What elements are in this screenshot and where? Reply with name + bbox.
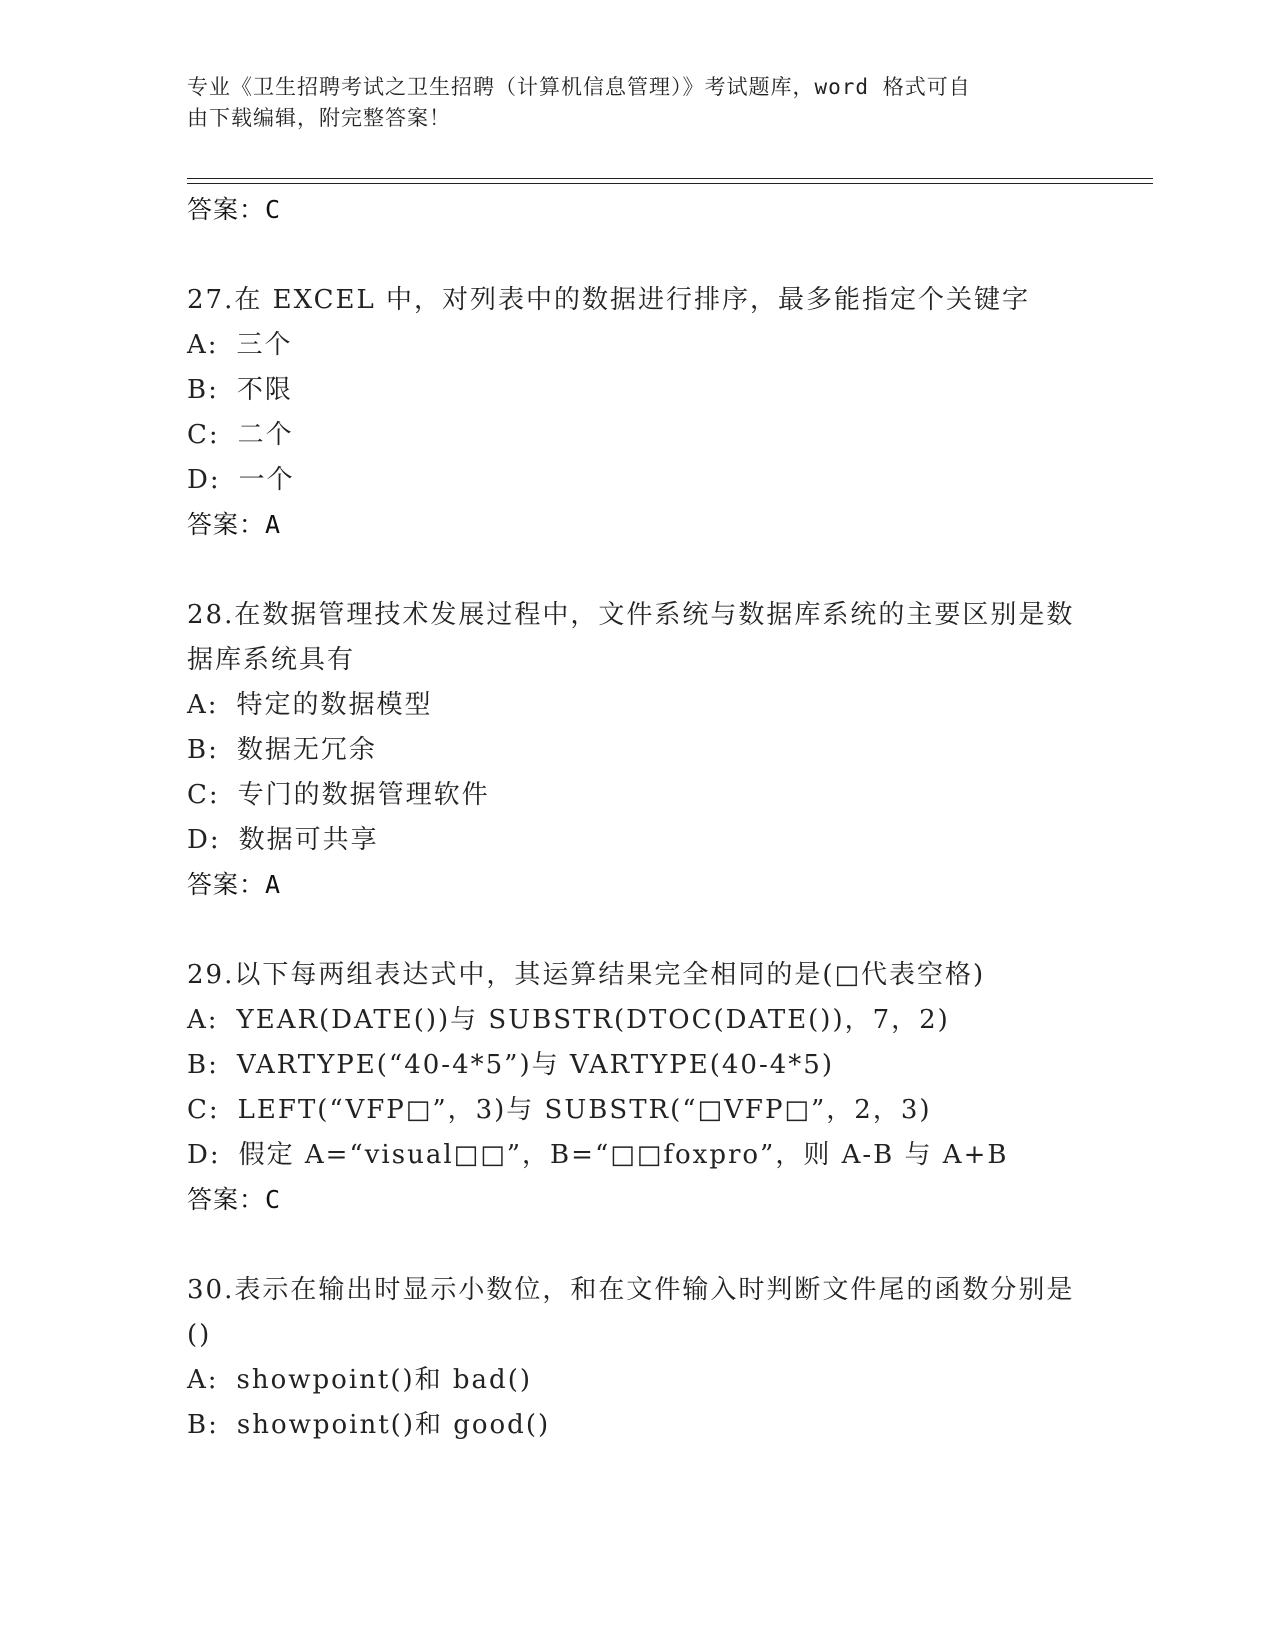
option-d [187,458,1087,503]
option-d [187,818,1087,863]
option-b [187,368,1087,413]
answer-line: 答案：A [187,870,282,899]
header-line-2: 由下载编辑，附完整答案！ [187,106,451,130]
header-rule-top [187,178,1153,179]
question-29 [187,953,1087,1222]
answer-line: 答案：A [187,510,282,539]
option-text: 数据无冗余 [236,735,377,765]
option-text: 一个 [238,465,295,495]
option-letter: B: [187,735,219,765]
option-c [187,1088,1087,1133]
option-a [187,998,1087,1043]
question-list [187,188,1087,1448]
option-text: 假定 A=“visual□□”，B=“□□foxpro”，则 A-B 与 A+B [238,1140,1009,1170]
option-text: YEAR(DATE())与 SUBSTR(DTOC(DATE())，7，2) [236,1005,950,1035]
option-letter: A: [187,1365,219,1395]
question-28 [187,593,1087,907]
option-b [187,1043,1087,1088]
option-letter: C: [187,420,220,450]
option-a [187,1358,1087,1403]
option-letter: A: [187,330,219,360]
question-30 [187,1268,1087,1448]
option-text: 数据可共享 [238,825,379,855]
option-letter: D: [187,465,221,495]
option-letter: D: [187,1140,221,1170]
question-27 [187,278,1087,547]
header-line-1: 专业《卫生招聘考试之卫生招聘（计算机信息管理）》考试题库，word 格式可自 [187,75,971,99]
question-text: 27.在 EXCEL 中，对列表中的数据进行排序，最多能指定个关键字 [187,285,1031,315]
option-text: VARTYPE(“40-4*5”)与 VARTYPE(40-4*5) [236,1050,834,1080]
option-text: 三个 [236,330,293,360]
option-text: showpoint()和 bad() [236,1365,532,1395]
option-a [187,683,1087,728]
option-text: LEFT(“VFP□”，3)与 SUBSTR(“□VFP□”，2，3) [237,1095,932,1125]
option-letter: B: [187,1050,219,1080]
option-text: showpoint()和 good() [236,1410,551,1440]
question-text: 29.以下每两组表达式中，其运算结果完全相同的是(□代表空格) [187,960,986,990]
option-letter: A: [187,690,219,720]
option-letter: C: [187,1095,220,1125]
option-c [187,773,1087,818]
answer-line: 答案：C [187,195,282,224]
option-b [187,728,1087,773]
option-b [187,1403,1087,1448]
option-a [187,323,1087,368]
option-text: 不限 [236,375,293,405]
option-letter: B: [187,375,219,405]
document-header [187,72,1067,134]
option-d [187,1133,1087,1178]
option-letter: A: [187,1005,219,1035]
question-text: 28.在数据管理技术发展过程中，文件系统与数据库系统的主要区别是数据库系统具有 [187,600,1075,675]
question-text: 30.表示在输出时显示小数位，和在文件输入时判断文件尾的函数分别是() [187,1275,1075,1350]
option-letter: D: [187,825,221,855]
answer-line: 答案：C [187,1185,282,1214]
option-text: 二个 [237,420,294,450]
option-letter: B: [187,1410,219,1440]
option-c [187,413,1087,458]
option-text: 特定的数据模型 [236,690,433,720]
option-text: 专门的数据管理软件 [237,780,490,810]
option-letter: C: [187,780,220,810]
header-rule-bottom [187,183,1153,184]
